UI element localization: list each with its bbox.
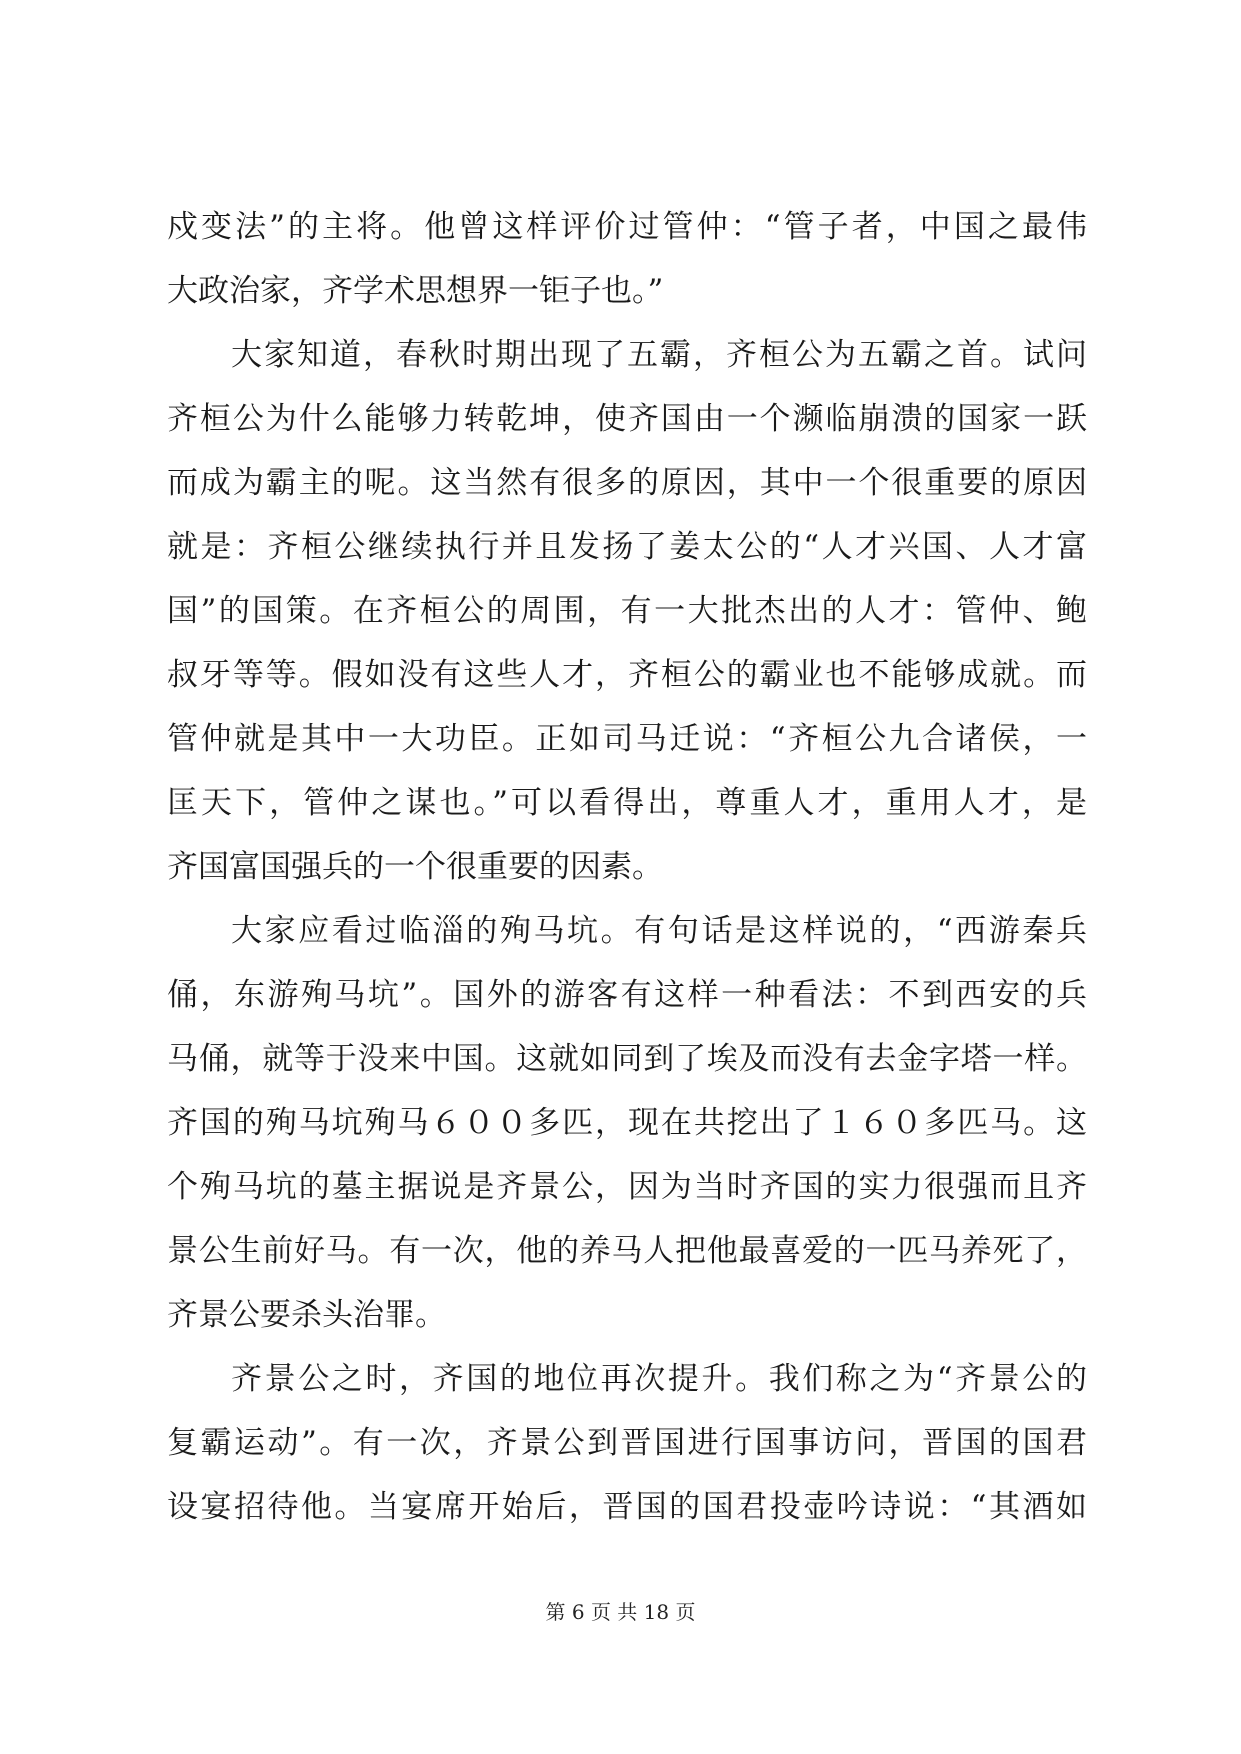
text-line: 景公生前好马。有一次，他的养马人把他最喜爱的一匹马养死了， xyxy=(167,1233,1087,1269)
text-line: 俑，东游殉马坑”。国外的游客有这样一种看法：不到西安的兵 xyxy=(167,977,1087,1013)
text-line: 齐桓公为什么能够力转乾坤，使齐国由一个濒临崩溃的国家一跃 xyxy=(167,401,1087,437)
page-number-footer: 第 6 页 共 18 页 xyxy=(545,1600,696,1624)
text-line: 而成为霸主的呢。这当然有很多的原因，其中一个很重要的原因 xyxy=(167,465,1087,501)
text-line: 个殉马坑的墓主据说是齐景公，因为当时齐国的实力很强而且齐 xyxy=(167,1169,1087,1205)
text-line: 齐国的殉马坑殉马６００多匹，现在共挖出了１６０多匹马。这 xyxy=(167,1105,1087,1141)
paragraph-first-line: 齐景公之时，齐国的地位再次提升。我们称之为“齐景公的 xyxy=(231,1361,1087,1397)
text-line: 就是：齐桓公继续执行并且发扬了姜太公的“人才兴国、人才富 xyxy=(167,529,1087,565)
text-line: 马俑，就等于没来中国。这就如同到了埃及而没有去金字塔一样。 xyxy=(167,1041,1087,1077)
text-line: 复霸运动”。有一次，齐景公到晋国进行国事访问，晋国的国君 xyxy=(167,1425,1087,1461)
text-line: 匡天下，管仲之谋也。”可以看得出，尊重人才，重用人才，是 xyxy=(167,785,1087,821)
text-line: 管仲就是其中一大功臣。正如司马迁说：“齐桓公九合诸侯，一 xyxy=(167,721,1087,757)
paragraph-first-line: 大家应看过临淄的殉马坑。有句话是这样说的，“西游秦兵 xyxy=(231,913,1087,949)
text-line: 戍变法”的主将。他曾这样评价过管仲：“管子者，中国之最伟 xyxy=(167,209,1087,245)
text-line: 设宴招待他。当宴席开始后，晋国的国君投壶吟诗说：“其酒如 xyxy=(167,1489,1087,1525)
text-line: 齐景公要杀头治罪。 xyxy=(167,1297,446,1333)
text-line: 叔牙等等。假如没有这些人才，齐桓公的霸业也不能够成就。而 xyxy=(167,657,1087,693)
text-line: 齐国富国强兵的一个很重要的因素。 xyxy=(167,849,663,885)
paragraph-first-line: 大家知道，春秋时期出现了五霸，齐桓公为五霸之首。试问 xyxy=(231,337,1087,373)
text-line: 国”的国策。在齐桓公的周围，有一大批杰出的人才：管仲、鲍 xyxy=(167,593,1087,629)
text-line: 大政治家，齐学术思想界一钜子也。” xyxy=(167,273,664,309)
